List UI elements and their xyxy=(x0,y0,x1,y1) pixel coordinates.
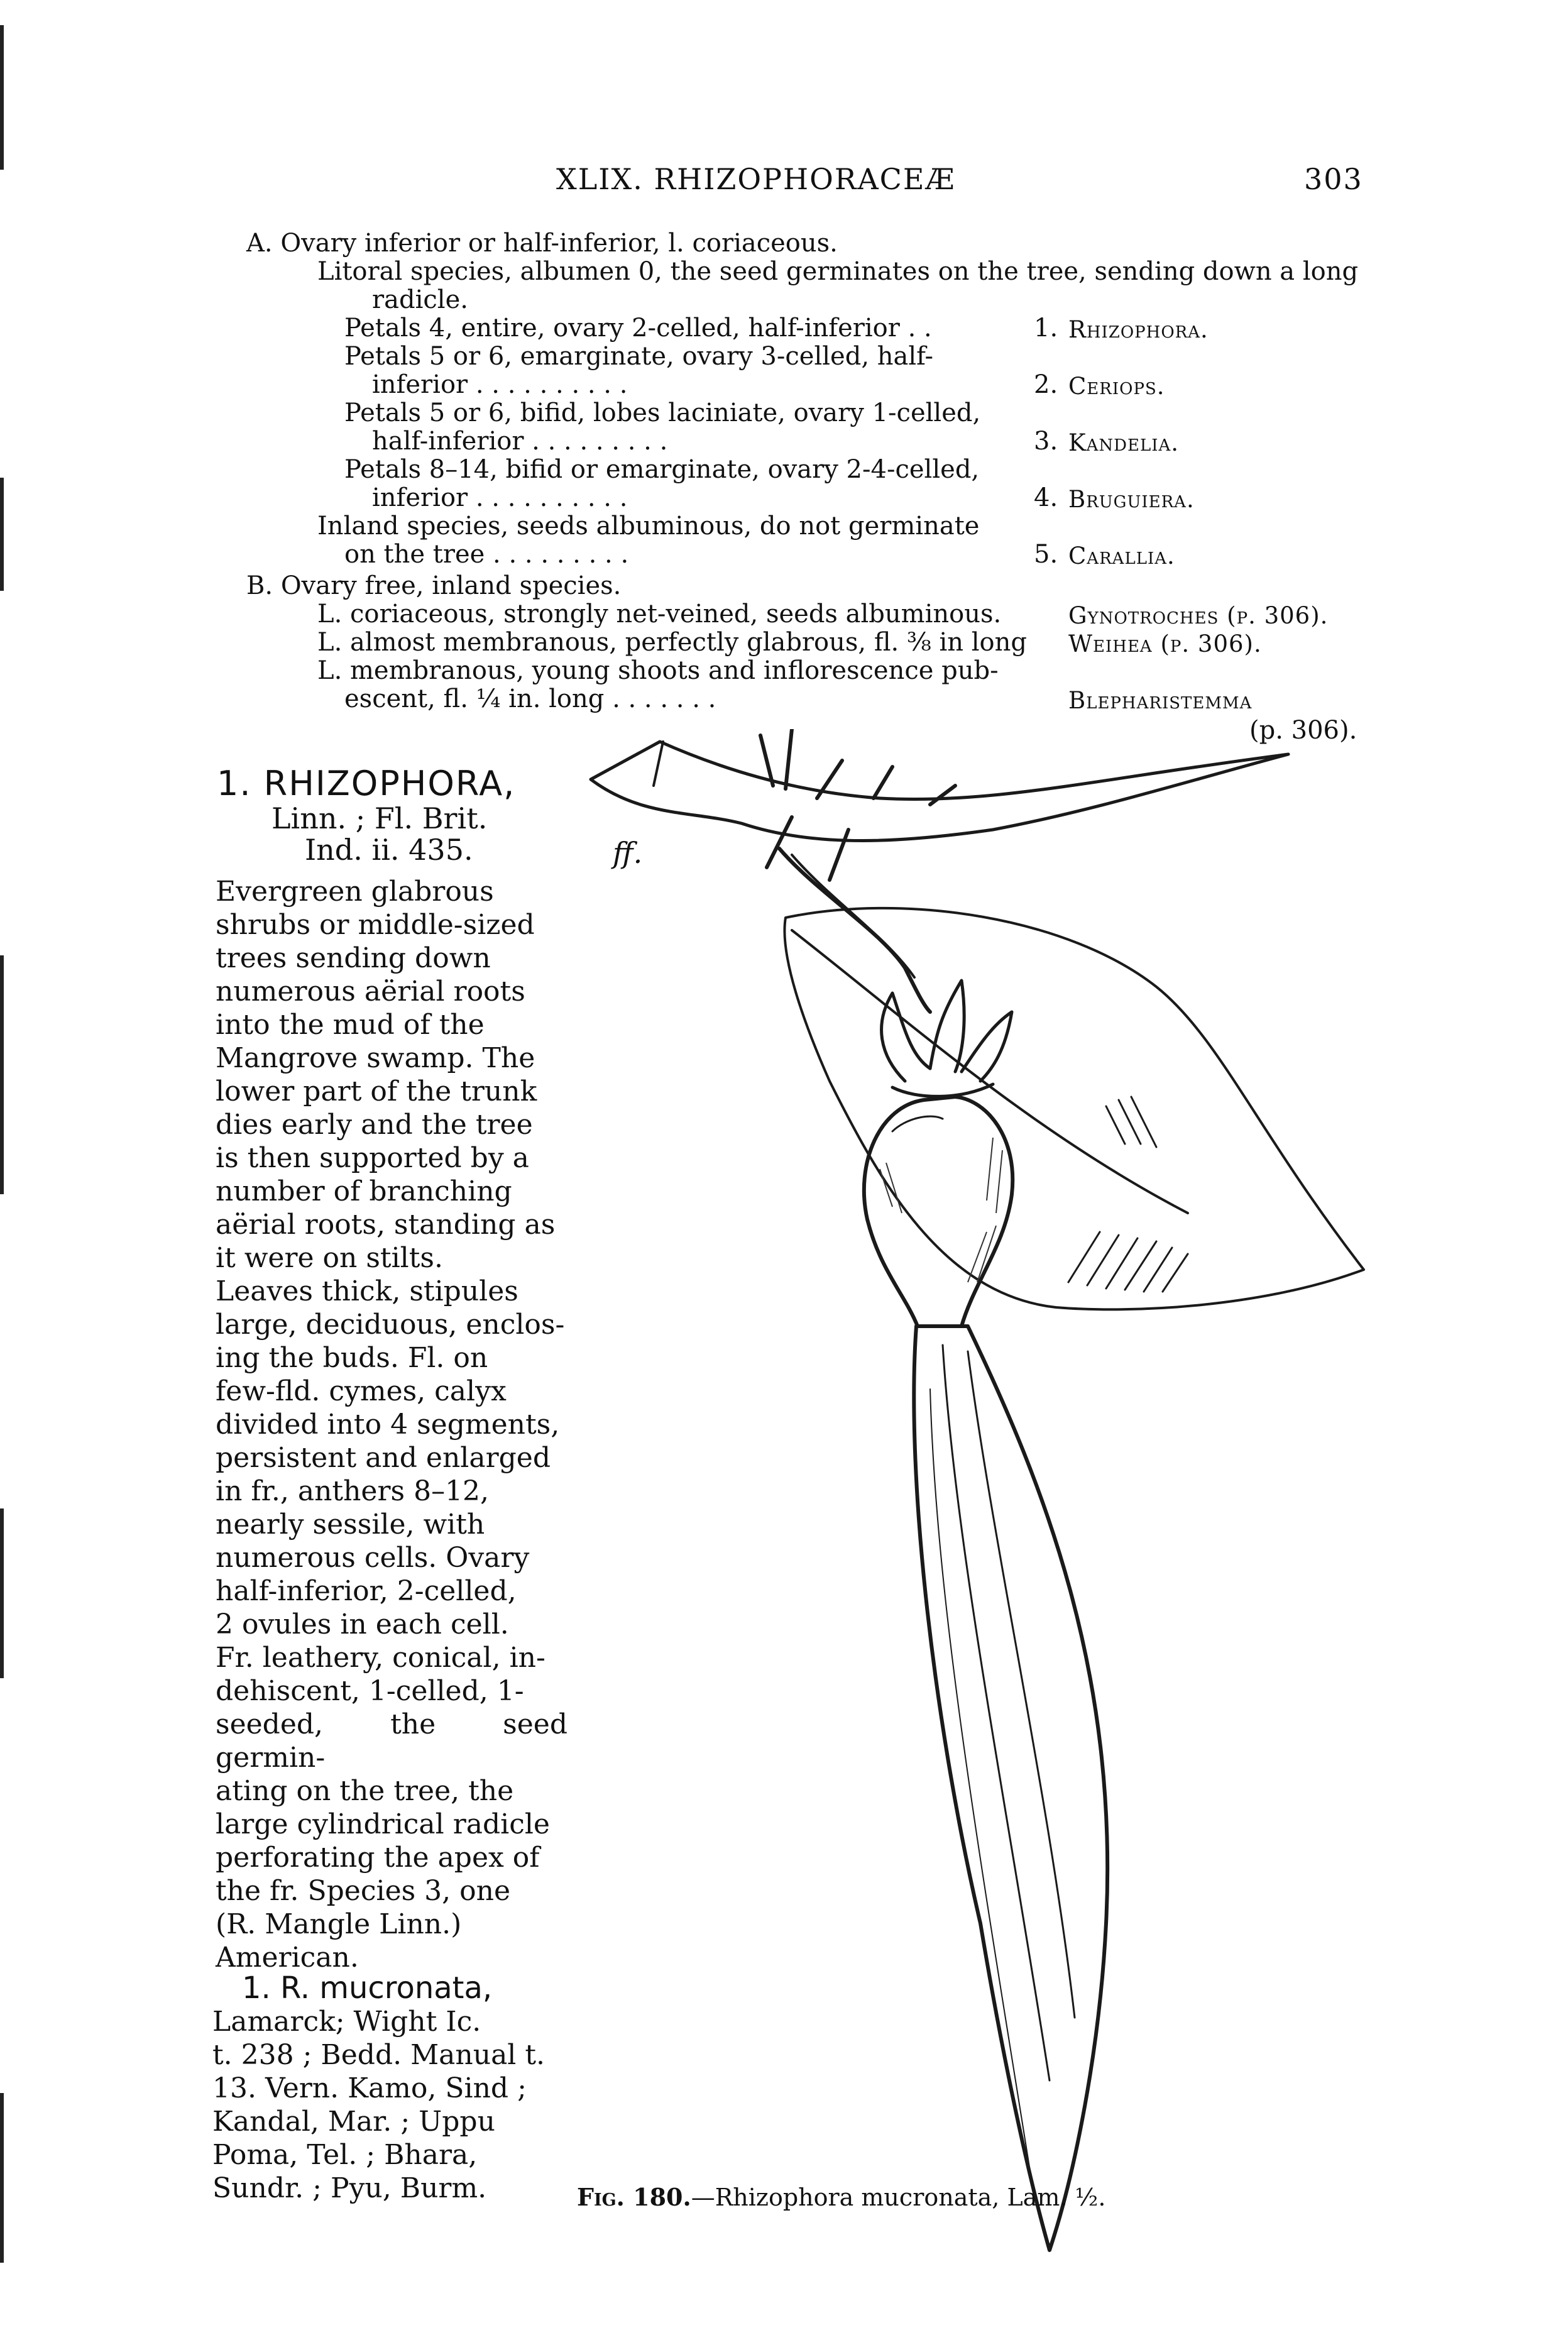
key-entry-3-genus: Kandelia. xyxy=(1068,429,1180,456)
key-entry-3-line2: half-inferior . . . . . . . . . xyxy=(372,427,668,456)
key-entry-1-num: 1. xyxy=(1034,314,1058,343)
key-entry-2-genus: Ceriops. xyxy=(1068,373,1165,400)
key-inland-num: 5. xyxy=(1034,540,1058,569)
genus-heading: 1. RHIZOPHORA, xyxy=(217,764,516,803)
binding-mark xyxy=(0,478,4,591)
running-header: XLIX. RHIZOPHORACEÆ xyxy=(556,162,956,196)
key-b-genus1: Gynotroches (p. 306). xyxy=(1068,602,1329,629)
genus-description: Evergreen glabrous shrubs or middle-sized trees sending down numerous aërial roots into the mud of the Mangrove swamp. The lower part of the trunk dies early and the tree is then supported by a number of branching aërial roots, standing as it were on stilts. Leaves thick, stipules large, deciduous, enclos- ing the buds. Fl. on few-fld. cymes, calyx divided into 4 segments, persistent and enlarged in fr., anthers 8–12, nearly sessile, with numerous cells. Ovary half-inferior, 2-celled, 2 ovules in each cell. Fr. leathery, conical, in- dehiscent, 1-celled, 1- seeded, the seed germin- ating on the tree, the large cylindrical radicle perforating the apex of the fr. Species 3, one (R. Mangle Linn.) American. xyxy=(216,876,567,1974)
key-entry-4-line1: Petals 8–14, bifid or emarginate, ovary 2-4-celled, xyxy=(344,455,980,484)
key-entry-3-num: 3. xyxy=(1034,427,1058,456)
genus-reference-line1: Linn. ; Fl. Brit. xyxy=(271,801,488,835)
key-b-genus2: Weihea (p. 306). xyxy=(1068,630,1262,657)
key-b-genus3: Blepharistemma xyxy=(1068,687,1253,714)
rhizophora-illustration xyxy=(553,729,1370,2256)
binding-mark xyxy=(0,955,4,1194)
figure-caption xyxy=(577,2183,1105,2211)
key-litoral-line1: Litoral species, albumen 0, the seed germinates on the tree, sending down a long xyxy=(317,257,1359,286)
genus-reference-line2: Ind. ii. 435. xyxy=(305,833,473,867)
binding-mark xyxy=(0,1508,4,1678)
key-inland-genus: Carallia. xyxy=(1068,542,1175,569)
key-entry-2-line1: Petals 5 or 6, emarginate, ovary 3-celled, half- xyxy=(344,342,934,371)
key-a-label: A. Ovary inferior or half-inferior, l. coriaceous. xyxy=(246,229,838,258)
key-entry-4-line2: inferior . . . . . . . . . . xyxy=(372,483,628,512)
key-inland-line1: Inland species, seeds albuminous, do not germinate xyxy=(317,512,980,541)
key-entry-1-genus: Rhizophora. xyxy=(1068,316,1209,343)
species-text: Lamarck; Wight Ic. t. 238 ; Bedd. Manual t. 13. Vern. Kamo, Sind ; Kandal, Mar. ; Uppu Poma, Tel. ; Bhara, Sundr. ; Pyu, Burm. xyxy=(212,2006,546,2204)
key-entry-2-line2: inferior . . . . . . . . . . xyxy=(372,370,628,399)
figure-caption-text: —Rhizophora mucronata, Lam. ½. xyxy=(691,2184,1106,2211)
binding-mark xyxy=(0,25,4,170)
key-litoral-line2: radicle. xyxy=(372,285,468,314)
figure-label: Fig. 180. xyxy=(577,2183,691,2211)
key-b-label: B. Ovary free, inland species. xyxy=(246,571,622,600)
binding-mark xyxy=(0,2093,4,2263)
key-b-line1: L. coriaceous, strongly net-veined, seeds albuminous. xyxy=(317,600,1002,629)
key-b-genus3-page: (p. 306). xyxy=(1249,716,1357,745)
key-b-line3a: L. membranous, young shoots and inflorescence pub- xyxy=(317,656,999,685)
species-heading: 1. R. mucronata, xyxy=(242,1970,493,2006)
key-entry-1-line1: Petals 4, entire, ovary 2-celled, half-inferior . . xyxy=(344,314,932,343)
key-inland-line2: on the tree . . . . . . . . . xyxy=(344,540,629,569)
key-entry-4-num: 4. xyxy=(1034,483,1058,512)
page-number: 303 xyxy=(1304,162,1363,196)
key-entry-2-num: 2. xyxy=(1034,370,1058,399)
key-b-line3b: escent, fl. ¼ in. long . . . . . . . xyxy=(344,684,716,713)
key-b-line2: L. almost membranous, perfectly glabrous, fl. ⅜ in long xyxy=(317,628,1027,657)
handwritten-mark: ff. xyxy=(613,836,643,870)
key-entry-4-genus: Bruguiera. xyxy=(1068,486,1195,513)
key-entry-3-line1: Petals 5 or 6, bifid, lobes laciniate, ovary 1-celled, xyxy=(344,398,981,427)
